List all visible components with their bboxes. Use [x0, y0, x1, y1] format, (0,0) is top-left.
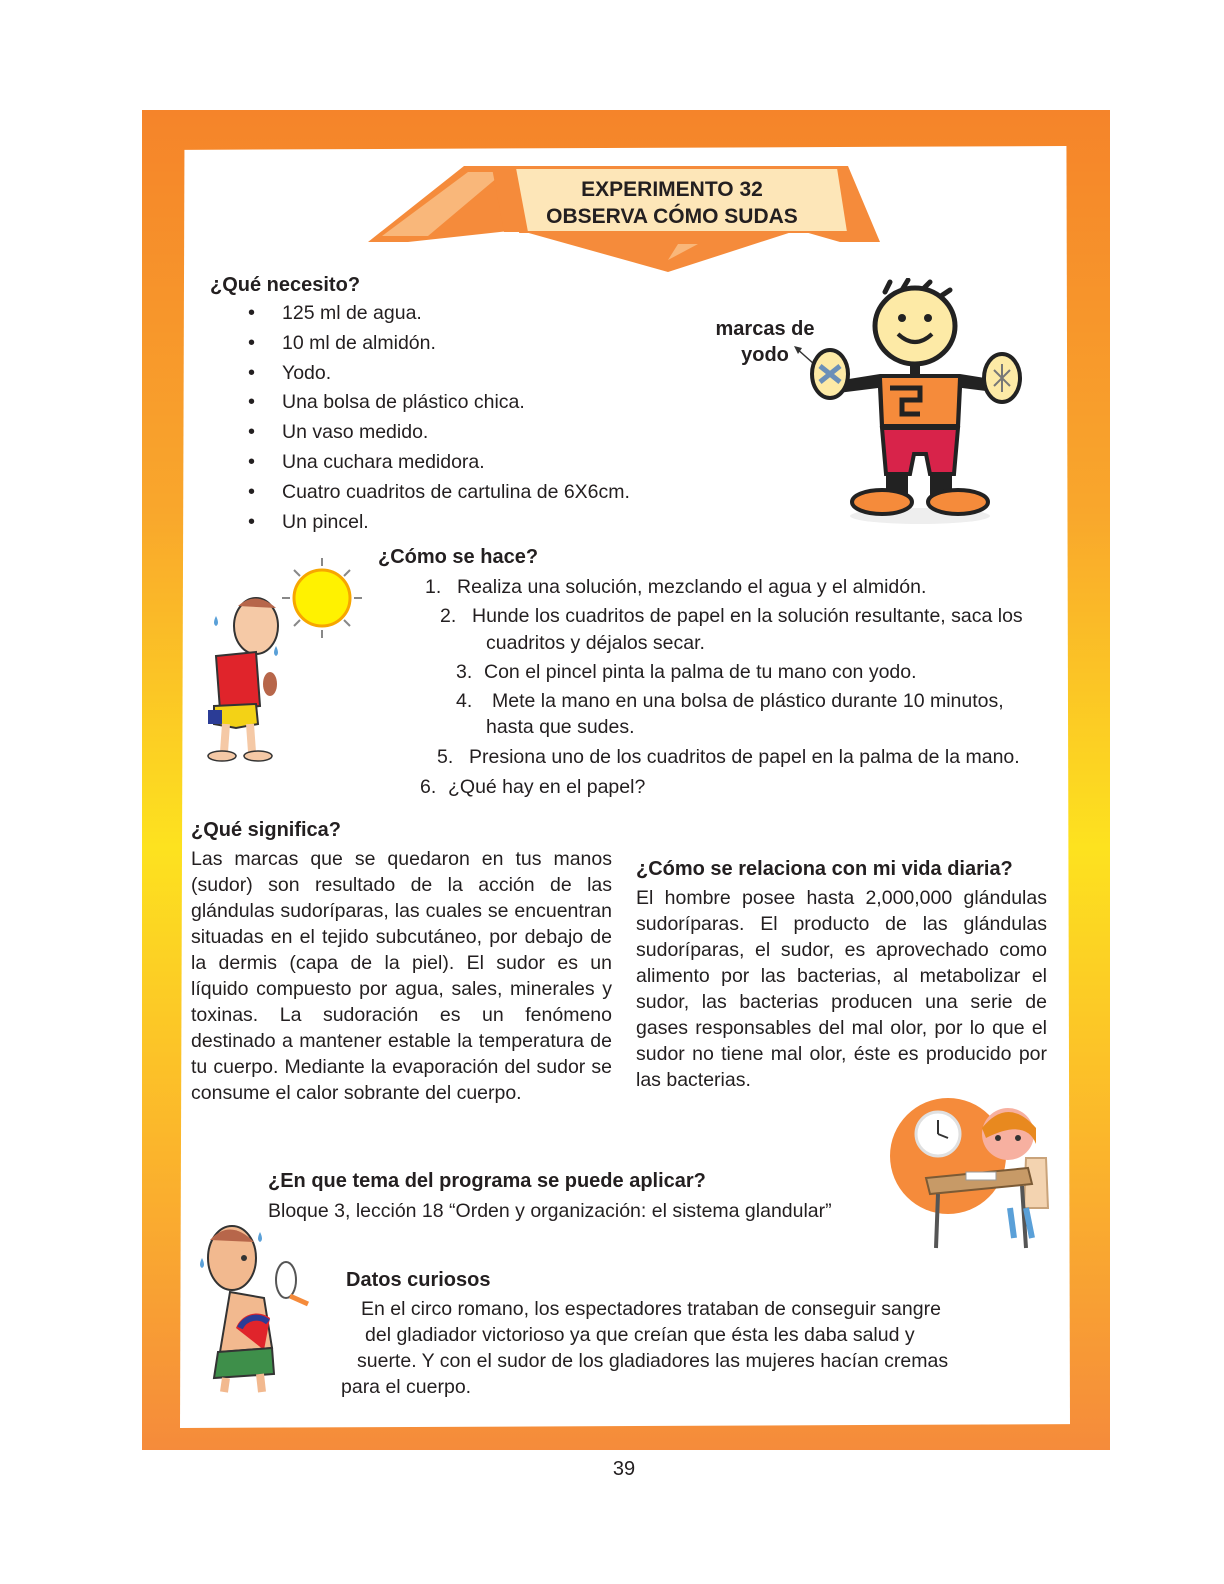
page-number: 39: [612, 1458, 636, 1480]
list-item: • Una bolsa de plástico chica.: [248, 388, 728, 418]
curious-facts-line: para el cuerpo.: [341, 1376, 472, 1398]
list-item: • Un pincel.: [248, 508, 728, 538]
list-item: • Una cuchara medidora.: [248, 448, 728, 478]
materials-heading: ¿Qué necesito?: [210, 274, 361, 296]
procedure-heading: ¿Cómo se hace?: [378, 546, 539, 568]
list-item: • Yodo.: [248, 359, 728, 389]
list-item: • 125 ml de agua.: [248, 299, 728, 329]
curious-facts-line: del gladiador victorioso ya que creían que ésta les daba salud y: [365, 1324, 915, 1346]
list-item: • Un vaso medido.: [248, 418, 728, 448]
man-with-fan-illustration: [190, 1218, 320, 1398]
daily-life-body: El hombre posee hasta 2,000,000 glándulas sudoríparas. El producto de las glándulas sudoríparas, el sudor, es aprovechado como alimento por las bacterias, al metabolizar el sudor, las bacterias producen una serie de gases responsables del mal olor, por lo que el sudor no tiene mal olor, éste es producido por las bacterias.: [636, 887, 1047, 1091]
list-item: • Cuatro cuadritos de cartulina de 6X6cm.: [248, 478, 728, 508]
meaning-heading: ¿Qué significa?: [191, 819, 342, 841]
iodine-marks-label: marcas de yodo: [715, 318, 815, 366]
sweating-man-illustration: [186, 556, 366, 766]
experiment-title: OBSERVA CÓMO SUDAS: [546, 205, 798, 228]
girl-at-desk-illustration: [886, 1088, 1066, 1258]
step-1: 1. Realiza una solución, mezclando el agua y el almidón.: [425, 576, 927, 598]
step-3: 3. Con el pincel pinta la palma de tu mano con yodo.: [456, 661, 917, 683]
banner-title: [520, 176, 824, 230]
program-body: Bloque 3, lección 18 “Orden y organización: el sistema glandular”: [268, 1200, 832, 1222]
curious-facts-line: En el circo romano, los espectadores trataban de conseguir sangre: [361, 1298, 941, 1320]
materials-list: [248, 299, 728, 537]
experiment-number: EXPERIMENTO 32: [581, 178, 763, 201]
step-4: 4. Mete la mano en una bolsa de plástico durante 10 minutos,: [456, 690, 1004, 712]
curious-facts-line: suerte. Y con el sudor de los gladiadores las mujeres hacían cremas: [357, 1350, 949, 1372]
curious-facts-heading: Datos curiosos: [346, 1269, 491, 1291]
list-item: • 10 ml de almidón.: [248, 329, 728, 359]
meaning-body: Las marcas que se quedaron en tus manos (sudor) son resultado de la acción de las glándulas sudoríparas, las cuales se encuentran situadas en el tejido subcutáneo, por debajo de la dermis (capa de la piel). El sudor es un líquido compuesto por agua, sales, minerales y toxinas. La sudoración es un fenómeno destinado a mantener estable la temperatura de tu cuerpo. Mediante la evaporación del sudor se consume el calor sobrante del cuerpo.: [191, 848, 612, 1104]
daily-life-heading: ¿Cómo se relaciona con mi vida diaria?: [636, 858, 1013, 880]
step-2: 2. Hunde los cuadritos de papel en la solución resultante, saca los: [440, 605, 1023, 627]
program-heading: ¿En que tema del programa se puede aplicar?: [268, 1170, 706, 1192]
step-2-continued: cuadritos y déjalos secar.: [486, 632, 705, 654]
step-6: 6. ¿Qué hay en el papel?: [420, 776, 646, 798]
step-5: 5. Presiona uno de los cuadritos de papel en la palma de la mano.: [437, 746, 1020, 768]
step-4-continued: hasta que sudes.: [486, 716, 635, 738]
kid-figure-illustration: [790, 278, 1040, 528]
